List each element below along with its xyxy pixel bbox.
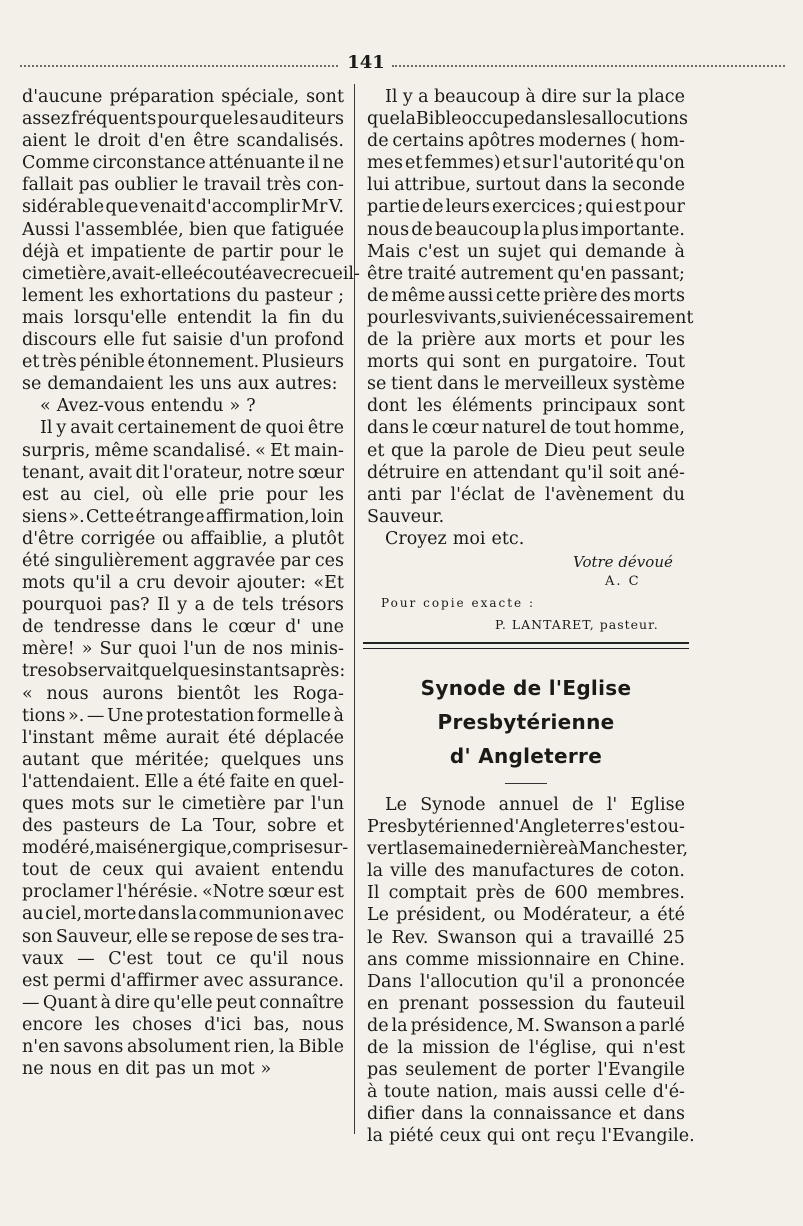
text-line: de la présidence, M. Swanson a parlé — [367, 1015, 685, 1036]
left-column — [22, 86, 360, 1080]
text-line: mots qu'il a cru devoir ajouter: «Et — [22, 573, 344, 594]
title-rule — [505, 783, 547, 784]
text-line: des pasteurs de La Tour, sobre et — [22, 816, 344, 837]
text-line: ans comme missionnaire en Chine. — [367, 949, 685, 970]
text-line: en prenant possession du fauteuil — [367, 993, 685, 1014]
text-line: proclamer l'hérésie. «Notre sœur est — [22, 882, 344, 903]
signature-closing: Votre dévoué — [573, 552, 673, 571]
text-line: Mais c'est un sujet qui demande à — [367, 241, 685, 262]
text-line: pour les vivants, suivie nécessairement — [367, 307, 694, 328]
text-line: partie de leurs exercices ; qui est pour — [367, 197, 685, 218]
text-line: de même aussi cette prière des morts — [367, 285, 685, 306]
text-line: que la Bible occupe dans les allocutions — [367, 109, 688, 130]
text-line: de la prière aux morts et pour les — [367, 330, 685, 351]
text-line: l'instant même aurait été déplacée — [22, 727, 344, 748]
text-line: être traité autrement qu'en passant; — [367, 263, 685, 284]
text-line: le Rev. Swanson qui a travaillé 25 — [367, 927, 685, 948]
text-line: de tendresse dans le cœur d' une — [22, 617, 344, 638]
header-rule-left — [20, 65, 338, 67]
text-line: n'en savons absolument rien, la Bible — [22, 1037, 344, 1058]
text-line: Le président, ou Modérateur, a été — [367, 905, 685, 926]
text-line: d'être corrigée ou affaiblie, a plutôt — [22, 528, 344, 549]
text-line: et très pénible étonnement. Plusieurs — [22, 352, 344, 373]
text-line: est au ciel, où elle prie pour les — [22, 484, 344, 505]
signature-initials: A. C — [605, 573, 641, 589]
text-line: la piété ceux qui ont reçu l'Evangile. — [367, 1126, 695, 1147]
text-line: ne nous en dit pas un mot » — [22, 1059, 272, 1080]
text-line: mère! » Sur quoi l'un de nos minis- — [22, 639, 344, 660]
text-line: et que la parole de Dieu peut seule — [367, 440, 685, 461]
text-line: de la mission de l'église, qui n'est — [367, 1038, 685, 1058]
text-line: détruire en attendant qu'il soit ané- — [367, 462, 685, 483]
text-line: l'attendaient. Elle a été faite en quel- — [22, 771, 344, 792]
text-line: été singulièrement aggravée par ces — [22, 550, 344, 571]
text-line: sidérable que venait d'accomplir Mr V. — [22, 197, 344, 218]
article-title-line-2: d' Angleterre — [449, 743, 603, 768]
signer-name: P. LANTARET, pasteur. — [495, 616, 659, 632]
text-line: à toute nation, mais aussi celle d'é- — [367, 1082, 685, 1103]
text-line: « Avez-vous entendu » ? — [40, 396, 256, 417]
text-line: siens ». Cette étrange affirmation, loin — [22, 506, 344, 527]
page-header — [20, 52, 785, 76]
text-line: d'aucune préparation spéciale, sont — [22, 87, 344, 107]
text-line: Il y avait certainement de quoi être — [40, 418, 344, 439]
text-line: aient le droit d'en être scandalisés. — [22, 131, 344, 152]
text-line: se demandaient les uns aux autres: — [22, 374, 338, 395]
text-line: Dans l'allocution qu'il a prononcée — [367, 971, 685, 992]
text-line: Sauveur. — [367, 506, 445, 527]
text-line: dans le cœur naturel de tout homme, — [367, 418, 685, 439]
text-line: de certains apôtres modernes ( hom- — [367, 131, 685, 152]
text-line: difier dans la connaissance et dans — [367, 1104, 685, 1125]
text-line: tout de ceux qui avaient entendu — [22, 860, 344, 881]
text-line: ques mots sur le cimetière par l'un — [22, 794, 344, 814]
text-line: tenant, avait dit l'orateur, notre sœur — [22, 462, 344, 483]
text-line: surpris, même scandalisé. « Et main- — [22, 440, 344, 461]
text-line: lui attribue, surtout dans la seconde — [367, 175, 685, 196]
text-line: cimetière, avait-elle écouté avec recueil- — [22, 263, 360, 284]
text-line: encore les choses d'ici bas, nous — [22, 1014, 344, 1035]
text-line: mais lorsqu'elle entendit la fin du — [22, 307, 344, 328]
text-line: tions ». — Une protestation formelle à — [22, 705, 344, 726]
text-line: modéré, mais énergique, comprise sur- — [22, 838, 349, 859]
page-number: 141 — [347, 52, 385, 73]
text-line: vert la semaine dernière à Manchester, — [367, 839, 689, 860]
text-line: pas seulement de porter l'Evangile — [367, 1060, 685, 1081]
text-line: au ciel, morte dans la communion avec — [22, 904, 344, 925]
text-line: assez fréquents pour que les auditeurs — [22, 109, 344, 130]
copy-note: Pour copie exacte : — [381, 595, 535, 610]
text-line: Aussi l'assemblée, bien que fatiguée — [22, 219, 344, 240]
text-line: Presbytérienne d'Angleterre s'est ou- — [367, 817, 685, 838]
text-line: morts qui sont en purgatoire. Tout — [367, 352, 685, 373]
text-line: Le Synode annuel de l' Eglise — [385, 794, 685, 815]
text-line: déjà et impatiente de partir pour le — [22, 241, 344, 262]
column-divider — [354, 84, 355, 1134]
section-separator — [363, 642, 689, 649]
text-line: nous de beaucoup la plus importante. — [367, 219, 685, 240]
text-line: vaux — C'est tout ce qu'il nous — [22, 948, 344, 969]
text-line: est permi d'affirmer avec assurance. — [22, 970, 344, 991]
text-line: — Quant à dire qu'elle peut connaître — [22, 992, 344, 1013]
text-line: se tient dans le merveilleux système — [367, 374, 685, 395]
article-title-line-1: Synode de l'Eglise Presbytérienne — [420, 675, 632, 734]
right-column — [367, 86, 695, 1147]
text-line: lement les exhortations du pasteur ; — [22, 285, 344, 306]
letter-continuation — [367, 86, 694, 550]
text-line: pourquoi pas? Il y a de tels trésors — [22, 595, 344, 616]
text-line: Croyez moi etc. — [385, 528, 525, 549]
text-line: anti par l'éclat de l'avènement du — [367, 484, 685, 505]
text-line: tres observait quelques instants après: — [22, 661, 346, 682]
text-line: fallait pas oublier le travail très con- — [22, 175, 344, 196]
article-title — [367, 671, 685, 773]
text-line: discours elle fut saisie d'un profond — [22, 330, 344, 351]
text-line: Comme circonstance atténuante il ne — [22, 153, 344, 174]
text-line: « nous aurons bientôt les Roga- — [22, 683, 344, 704]
text-line: Il comptait près de 600 membres. — [367, 883, 685, 904]
text-line: la ville des manufactures de coton. — [367, 861, 685, 882]
text-line: son Sauveur, elle se repose de ses tra- — [22, 926, 344, 947]
header-rule-right — [392, 65, 785, 67]
text-line: mes et femmes) et sur l'autorité qu'on — [367, 153, 685, 174]
text-line: dont les éléments principaux sont — [367, 396, 685, 417]
signature-block — [367, 552, 685, 636]
text-line: autant que méritée; quelques uns — [22, 749, 344, 770]
text-line: Il y a beaucoup à dire sur la place — [385, 87, 685, 107]
article-body — [367, 794, 695, 1148]
